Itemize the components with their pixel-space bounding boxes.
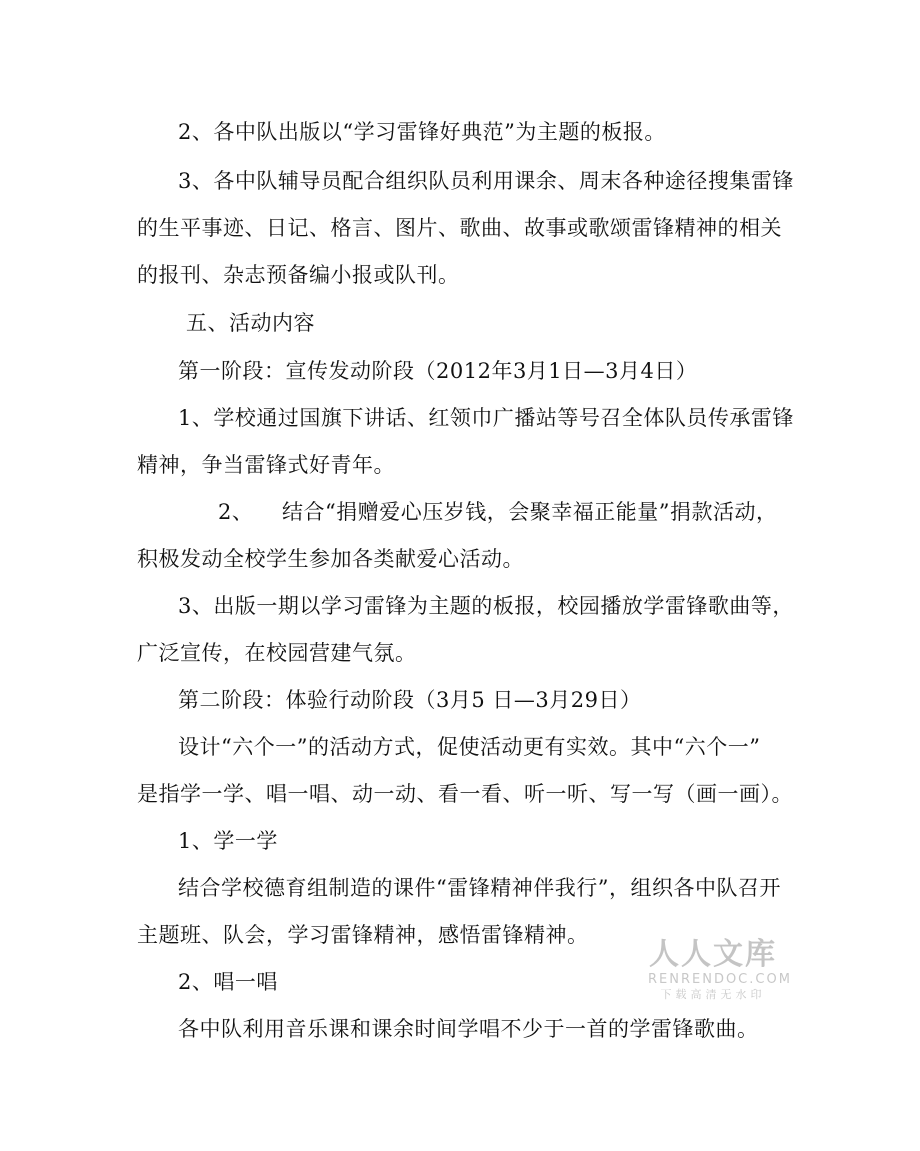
paragraph-line: 1、学校通过国旗下讲话、红领巾广播站等号召全体队员传承雷锋	[178, 406, 794, 430]
watermark-title: 人人文库	[649, 937, 777, 972]
section-heading: 五、活动内容	[186, 311, 315, 335]
paragraph-line: 积极发动全校学生参加各类献爱心活动。	[137, 547, 524, 571]
paragraph-line: 的报刊、杂志预备编小报或队刊。	[137, 263, 460, 287]
paragraph-line: 各中队利用音乐课和课余时间学唱不少于一首的学雷锋歌曲。	[178, 1017, 759, 1041]
watermark-slogan: 下载高清无水印	[660, 988, 766, 1001]
list-number: 2、	[218, 500, 254, 524]
paragraph-line: 设计“六个一”的活动方式，促使活动更有实效。其中“六个一”	[178, 735, 761, 759]
paragraph-line: 主题班、队会，学习雷锋精神，感悟雷锋精神。	[137, 923, 589, 947]
paragraph-line: 3、各中队辅导员配合组织队员利用课余、周末各种途径搜集雷锋	[178, 169, 794, 193]
paragraph-line: 结合学校德育组制造的课件“雷锋精神伴我行”，组织各中队召开	[178, 876, 781, 900]
paragraph-line: 3、出版一期以学习雷锋为主题的板报，校园播放学雷锋歌曲等，	[178, 594, 794, 618]
paragraph-line: 第一阶段：宣传发动阶段（2012年3月1日—3月4日）	[178, 359, 698, 383]
watermark-domain: RENRENDOC.COM	[648, 972, 792, 987]
paragraph-line: 1、学一学	[178, 829, 278, 853]
paragraph-line: 的生平事迹、日记、格言、图片、歌曲、故事或歌颂雷锋精神的相关	[137, 216, 782, 240]
paragraph-line: 第二阶段：体验行动阶段（3月5 日—3月29日）	[178, 688, 642, 712]
paragraph-line: 是指学一学、唱一唱、动一动、看一看、听一听、写一写（画一画）。	[137, 782, 793, 806]
paragraph-line: 广泛宣传，在校园营建气氛。	[137, 641, 417, 665]
paragraph-line: 2、各中队出版以“学习雷锋好典范”为主题的板报。	[178, 120, 666, 144]
watermark	[648, 937, 792, 1002]
paragraph-line: 2、唱一唱	[178, 970, 278, 994]
paragraph-line: 结合“捐赠爱心压岁钱，会聚幸福正能量”捐款活动，	[282, 500, 778, 524]
paragraph-line: 精神，争当雷锋式好青年。	[137, 453, 395, 477]
